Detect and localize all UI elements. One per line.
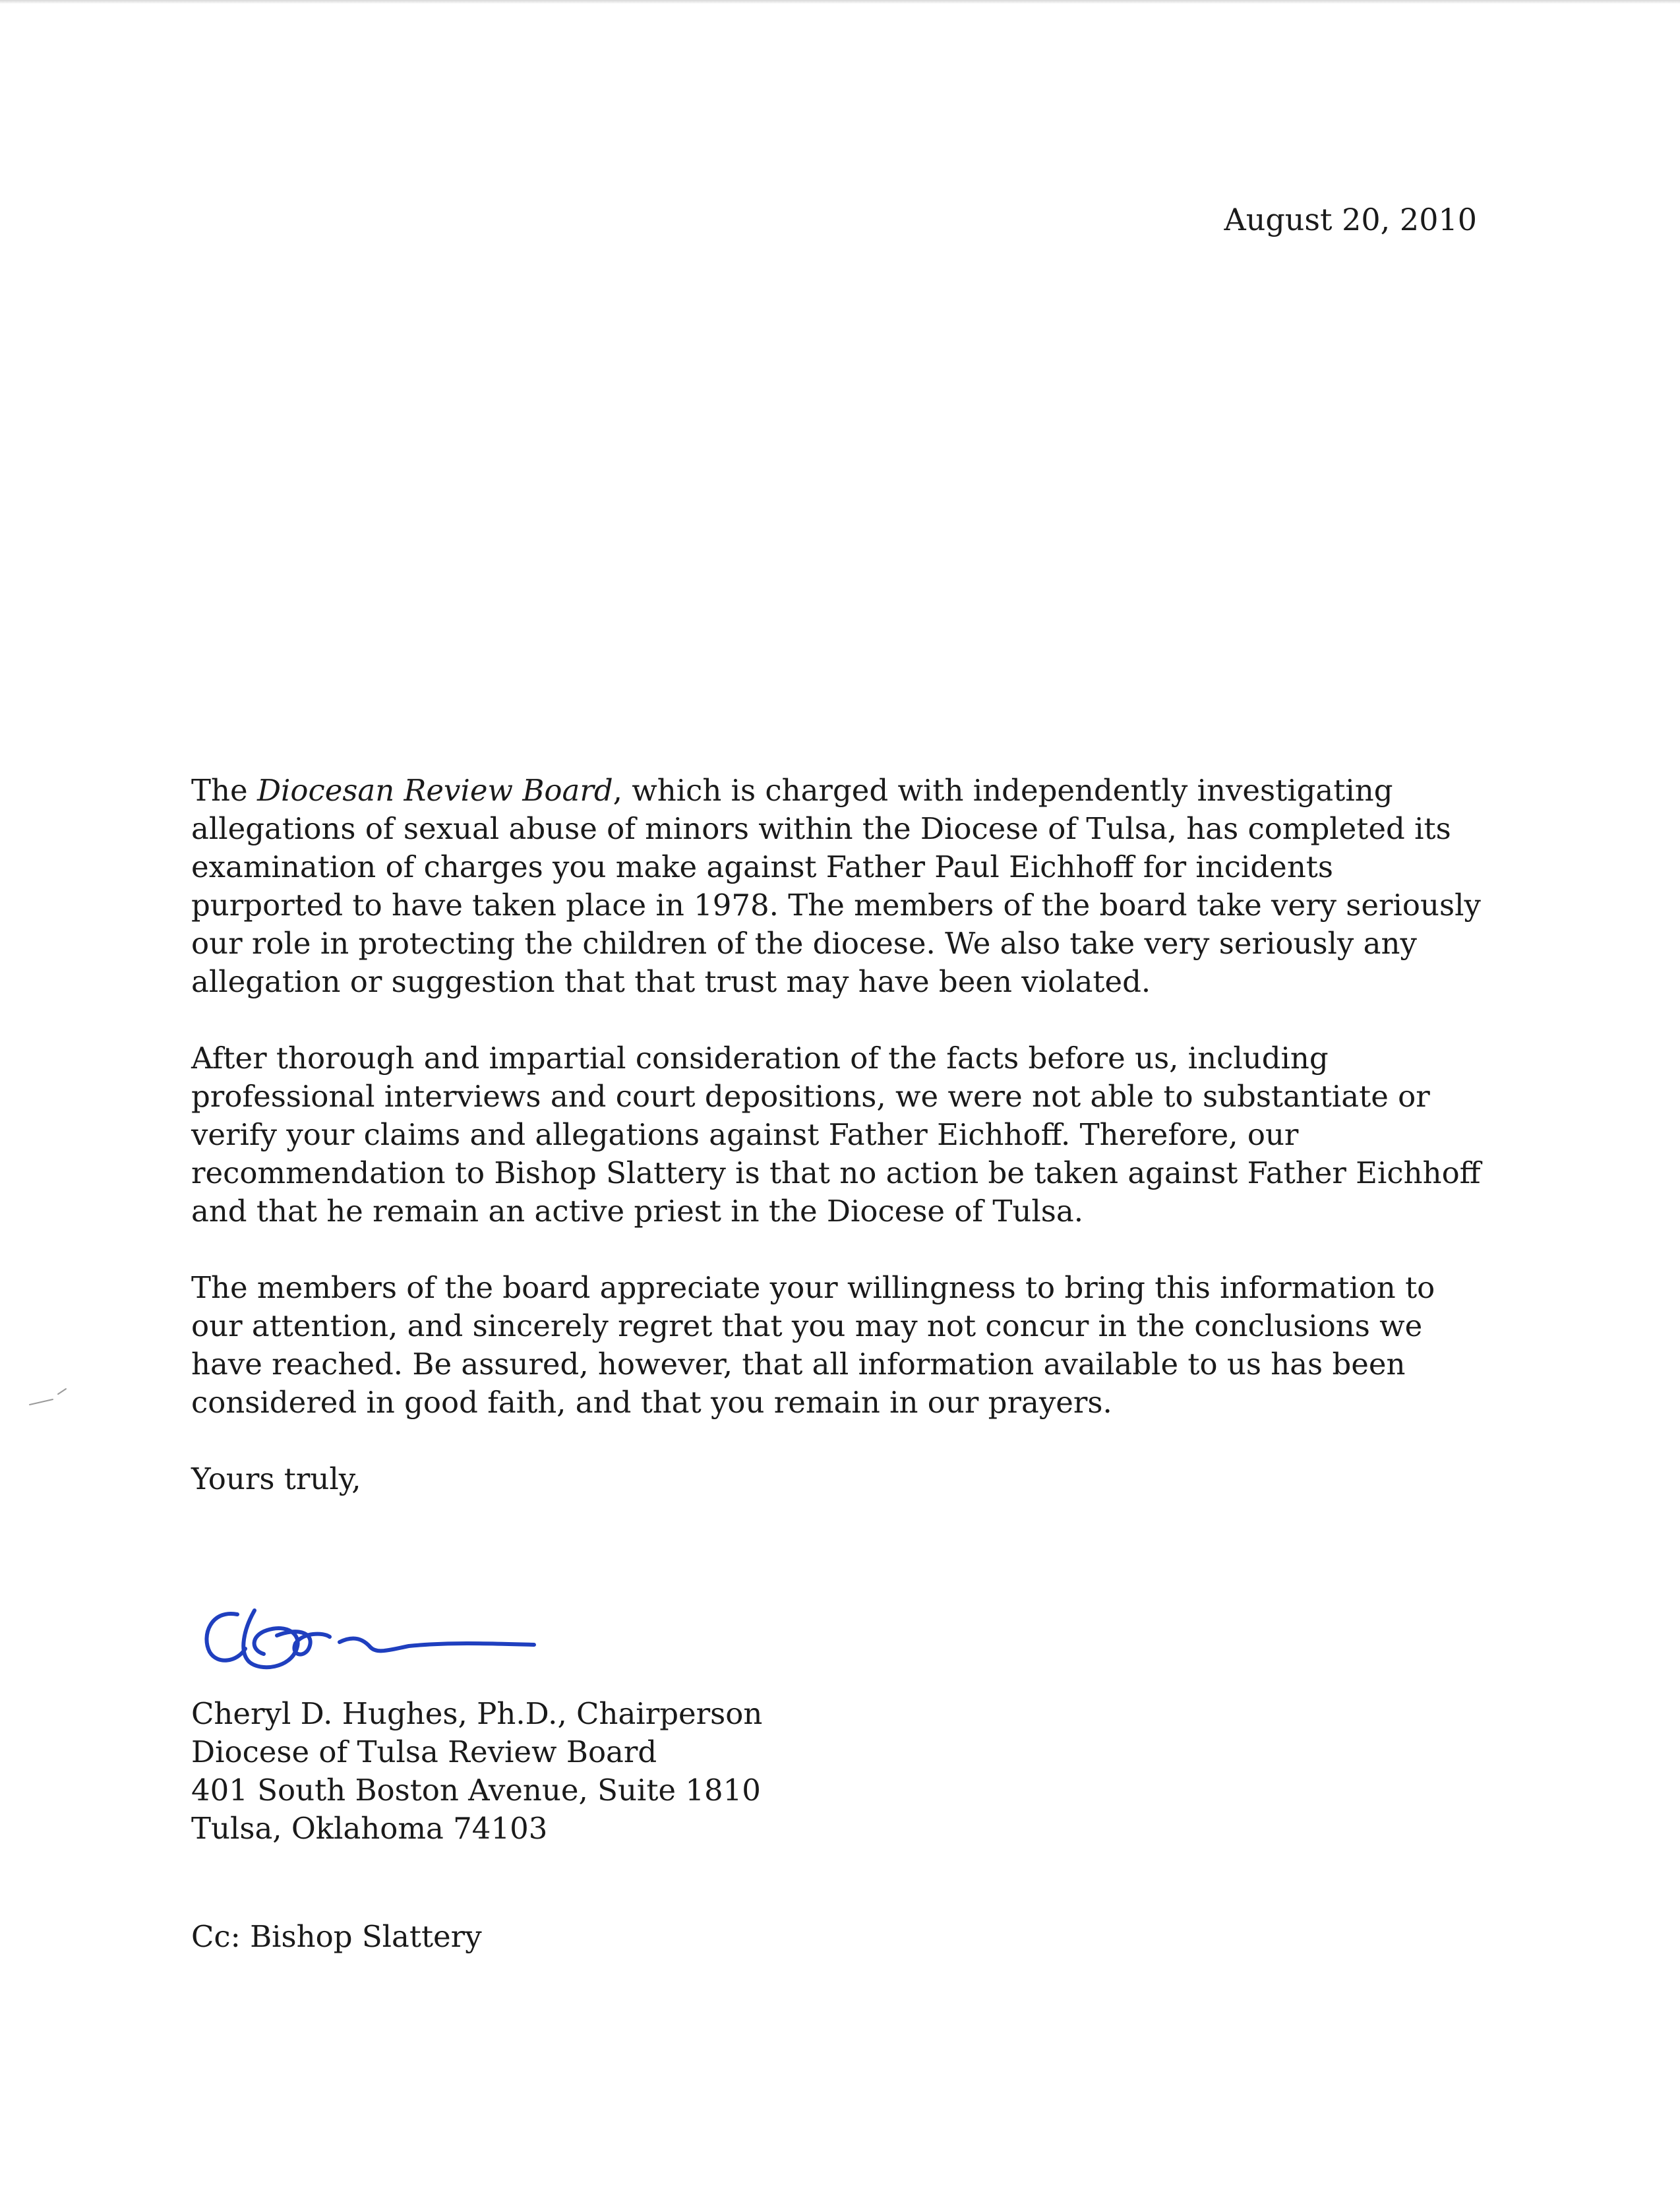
scan-edge (0, 0, 1680, 4)
signature (198, 1596, 554, 1682)
margin-mark (26, 1385, 79, 1411)
paragraph-1-rest: , which is charged with independently investigating allegations of sexual abuse of minors within the Diocese of Tulsa, has completed its examination of charges you make against Father Paul Eichhoff for incidents purported to have taken place in 1978. The members of the board take very seriously our role in protecting the children of the diocese. We also take very seriously any allegation or suggestion that that trust may have been violated. (191, 773, 1481, 999)
signer-address-line-1: 401 South Boston Avenue, Suite 1810 (191, 1773, 761, 1808)
letter-date: August 20, 2010 (1224, 202, 1477, 237)
signer-organization: Diocese of Tulsa Review Board (191, 1734, 657, 1769)
paragraph-1 (191, 772, 1484, 1001)
signer-address-line-2: Tulsa, Oklahoma 74103 (191, 1811, 548, 1846)
carbon-copy: Cc: Bishop Slattery (191, 1919, 482, 1954)
paragraph-2: After thorough and impartial consideration of the facts before us, including professional interviews and court depositions, we were not able to substantiate or verify your claims and allegations against Father Eichhoff. Therefore, our recommendation to Bishop Slattery is that no action be taken against Father Eichhoff and that he remain an active priest in the Diocese of Tulsa. (191, 1041, 1481, 1229)
signature-block (191, 1695, 762, 1848)
board-name: Diocesan Review Board (256, 773, 613, 808)
signer-name: Cheryl D. Hughes, Ph.D., Chairperson (191, 1696, 763, 1731)
paragraph-3: The members of the board appreciate your willingness to bring this information to our attention, and sincerely regret that you may not concur in the conclusions we have reached. Be assured, however, that all information available to us has been considered in good faith, and that you remain in our prayers. (191, 1270, 1435, 1420)
closing: Yours truly, (191, 1461, 361, 1496)
paragraph-1-lead: The (191, 773, 257, 808)
letter-body (191, 772, 1484, 1498)
signature-stroke (206, 1610, 534, 1667)
